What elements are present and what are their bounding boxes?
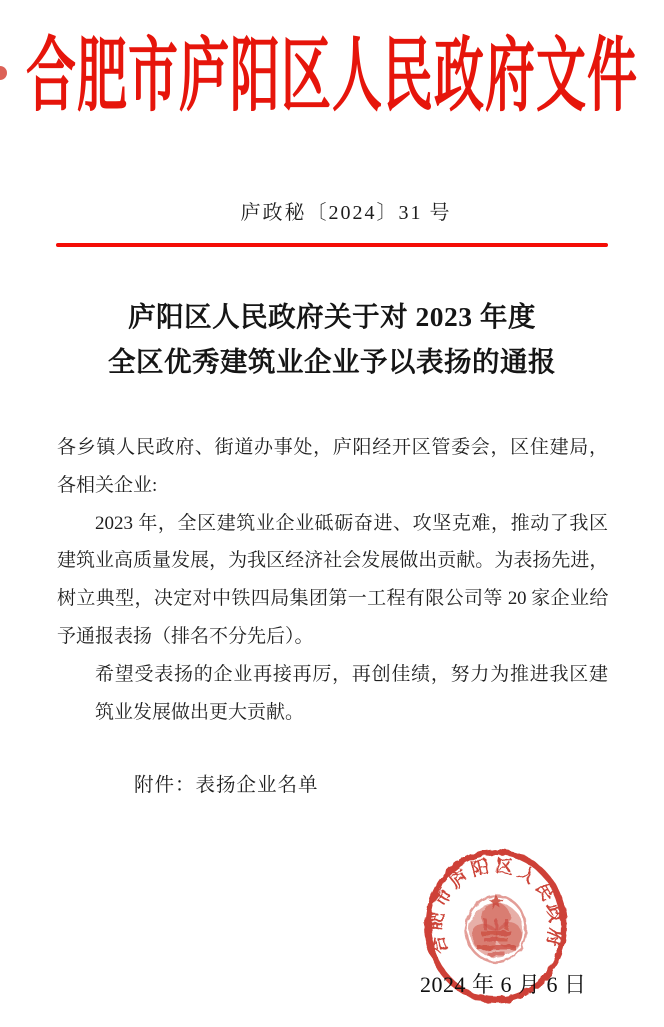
body-line: 各相关企业:	[57, 474, 158, 496]
document-body	[57, 429, 608, 731]
document-header-banner: 合肥市庐阳区人民政府文件	[26, 30, 638, 122]
body-line: 建筑业高质量发展，为我区经济社会发展做出贡献。为表扬先进，	[57, 550, 608, 572]
red-divider-line	[56, 243, 608, 247]
document-number: 庐政秘〔2024〕31 号	[240, 202, 452, 224]
body-line: 希望受表扬的企业再接再厉，再创佳绩，努力为推进我区建	[95, 663, 608, 685]
title-line-2: 全区优秀建筑业企业予以表扬的通报	[108, 346, 556, 377]
title-line-1: 庐阳区人民政府关于对 2023 年度	[128, 301, 536, 332]
body-line: 予通报表扬（排名不分先后）。	[57, 625, 314, 647]
body-line: 树立典型，决定对中铁四局集团第一工程有限公司等 20 家企业给	[57, 588, 608, 610]
body-line: 筑业发展做出更大贡献。	[95, 701, 305, 723]
document-date: 2024 年 6 月 6 日	[420, 972, 587, 997]
body-line: 各乡镇人民政府、街道办事处，庐阳经开区管委会，区住建局，	[57, 437, 608, 458]
document-title	[0, 294, 664, 384]
national-emblem-icon	[466, 894, 526, 962]
seal-text: 合肥市庐阳区人民政府	[425, 855, 567, 956]
body-line: 2023 年，全区建筑业企业砥砺奋进、攻坚克难，推动了我区	[95, 512, 608, 534]
attachment-note: 附件：表扬企业名单	[134, 775, 319, 796]
